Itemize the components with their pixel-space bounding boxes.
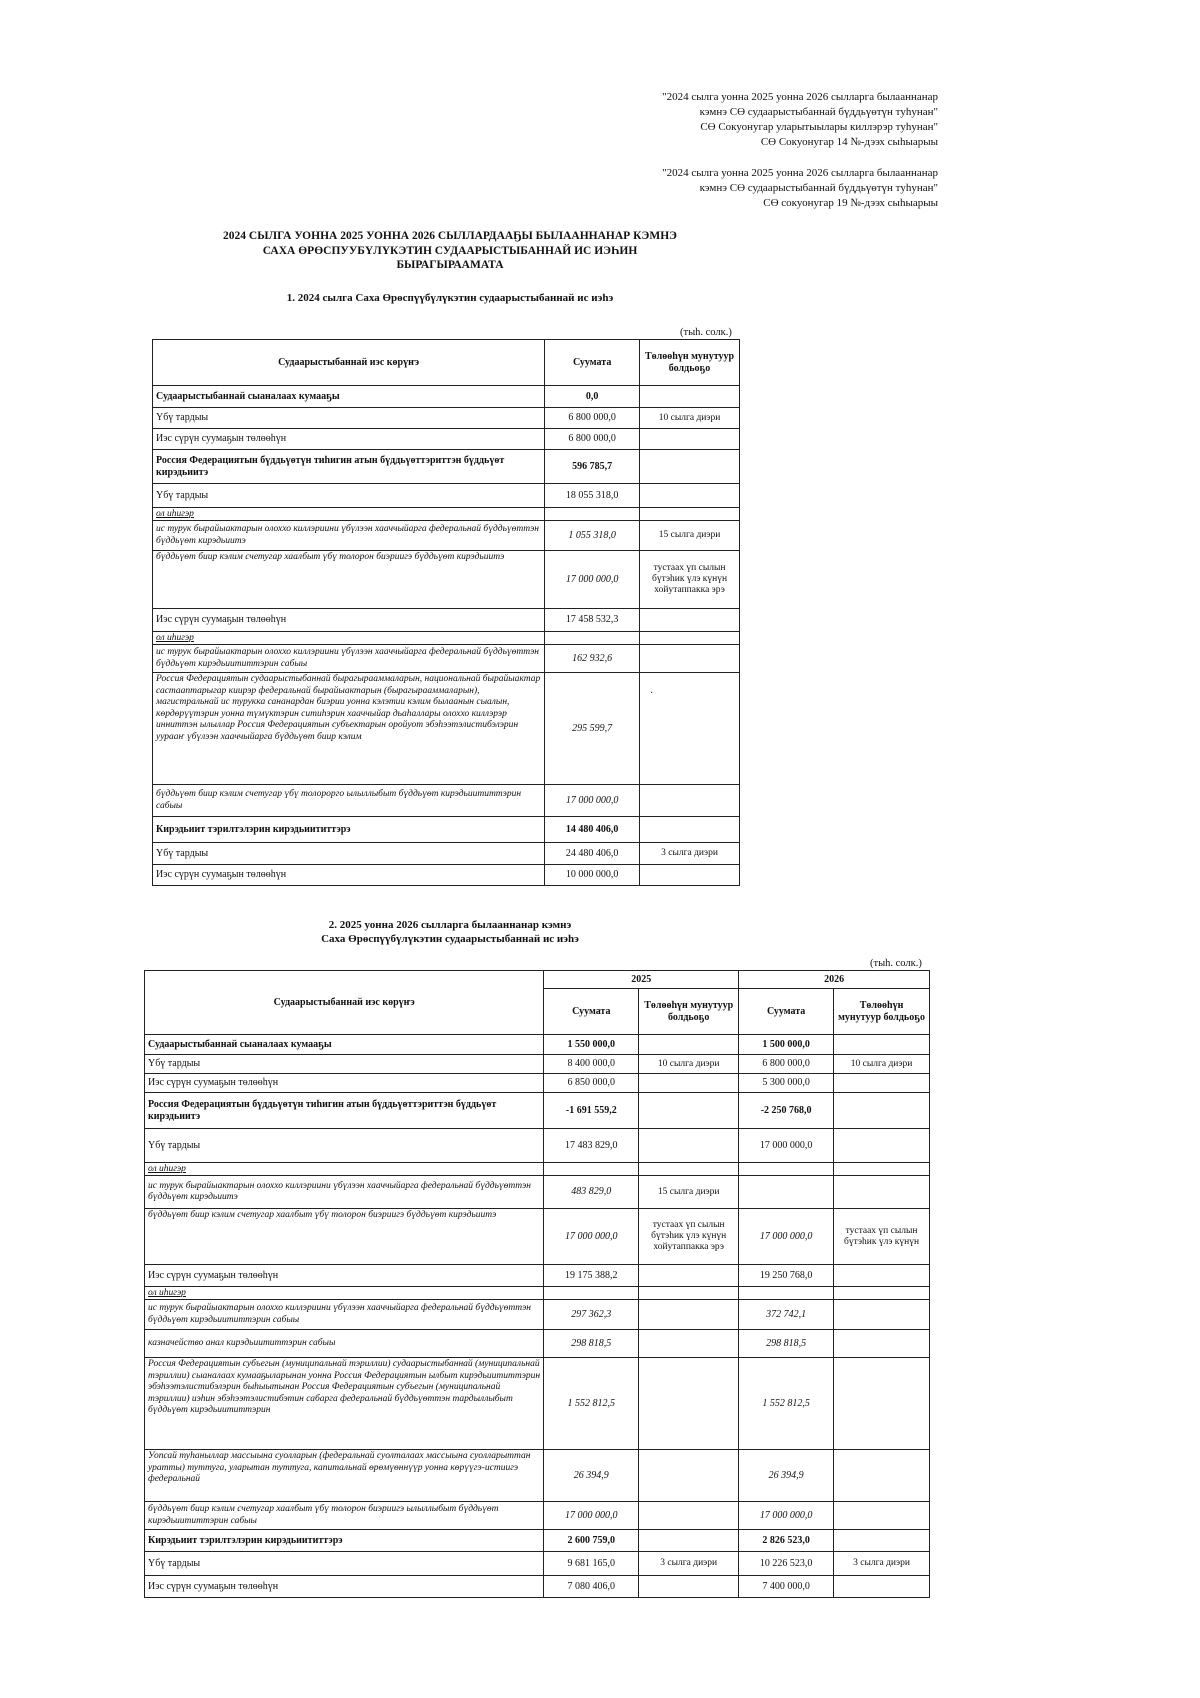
- row-term-2026: [834, 1074, 930, 1093]
- row-term-2025: [639, 1074, 739, 1093]
- legal-header-block-2: [662, 166, 938, 211]
- table-row: [145, 1035, 930, 1055]
- row-amount: 24 480 406,0: [545, 843, 640, 865]
- row-amount-2026: 26 394,9: [739, 1450, 834, 1502]
- row-amount-2026: 17 000 000,0: [739, 1129, 834, 1163]
- row-label: Кирэдьиит тэрилтэлэрин кирэдьиититтэрэ: [153, 817, 545, 843]
- row-term: [640, 817, 740, 843]
- row-label: ис турук бырайыактарын олоххо киллэриини үбүлээн хааччыйарга федеральнай бүддьүөттэн бүддьүөт кирэдьиитэ: [153, 521, 545, 551]
- table-row: [153, 408, 740, 429]
- row-term-2025: 3 сылга диэри: [639, 1552, 739, 1576]
- row-amount: 596 785,7: [545, 450, 640, 484]
- table-row: [153, 609, 740, 632]
- table-row: [153, 817, 740, 843]
- row-amount-2025: 17 000 000,0: [544, 1209, 639, 1265]
- row-term-2026: [834, 1358, 930, 1450]
- row-amount: 10 000 000,0: [545, 865, 640, 886]
- row-amount: 18 055 318,0: [545, 484, 640, 508]
- section-2-unit: (тыһ. солк.): [870, 958, 922, 969]
- row-label: бүддьүөт биир кэлим счетугар хаалбыт үбү толорон биэриигэ бүддьүөт кирэдьиитэ: [145, 1209, 544, 1265]
- row-label: Үбү тардыы: [153, 843, 545, 865]
- row-amount-2026: [739, 1287, 834, 1300]
- row-label: ис турук бырайыактарын олоххо киллэриини үбүлээн хааччыйарга федеральнай бүддьүөттэн бүддьүөт кирэдьиититтэрин сабыы: [145, 1300, 544, 1330]
- document-title: [150, 229, 750, 273]
- table-row: [145, 1358, 930, 1450]
- table-row: [145, 1265, 930, 1287]
- table-row: [153, 508, 740, 521]
- row-term-2025: [639, 1358, 739, 1450]
- title-line: БЫРАГЫРААМАТА: [396, 259, 504, 271]
- row-amount-2025: 7 080 406,0: [544, 1576, 639, 1598]
- table-row: [153, 521, 740, 551]
- column-header-amount: Суумата: [544, 989, 639, 1035]
- row-label: Үбү тардыы: [153, 408, 545, 429]
- row-label: Үбү тардыы: [153, 484, 545, 508]
- row-term-2026: [834, 1576, 930, 1598]
- table-row: [153, 484, 740, 508]
- row-term: [640, 386, 740, 408]
- row-label: Иэс сүрүн суумаҕын төлөөһүн: [145, 1074, 544, 1093]
- table-row: [145, 1055, 930, 1074]
- row-term-2026: [834, 1265, 930, 1287]
- table-row: [153, 843, 740, 865]
- row-term-2025: [639, 1300, 739, 1330]
- row-amount-2025: 17 483 829,0: [544, 1129, 639, 1163]
- table-row: [153, 645, 740, 673]
- column-header-term: Төлөөһүн мунутуур болдьоҕо: [639, 989, 739, 1035]
- row-term-2026: [834, 1163, 930, 1176]
- row-amount-2026: 6 800 000,0: [739, 1055, 834, 1074]
- header-line: кэмнэ СӨ судаарыстыбаннай бүддьүөтүн туһунан": [699, 182, 938, 194]
- row-amount-2026: 17 000 000,0: [739, 1502, 834, 1530]
- table-row: [145, 1552, 930, 1576]
- row-amount: 17 458 532,3: [545, 609, 640, 632]
- row-term-2025: [639, 1265, 739, 1287]
- row-label: Судаарыстыбаннай сыаналаах кумааҕы: [145, 1035, 544, 1055]
- row-amount-2026: 10 226 523,0: [739, 1552, 834, 1576]
- header-line: СӨ Сокуонугар уларытыылары киллэрэр туһунан": [700, 121, 938, 133]
- column-header-term: Төлөөһүн мунутуур болдьоҕо: [834, 989, 930, 1035]
- row-term: 15 сылга диэри: [640, 521, 740, 551]
- row-amount: [545, 508, 640, 521]
- legal-header-block-1: [662, 90, 938, 150]
- table-row: [153, 785, 740, 817]
- row-label: бүддьүөт биир кэлим счетугар хаалбыт үбү толорон биэриигэ ылыллыбыт бүддьүөт кирэдьиититтэрин сабыы: [145, 1502, 544, 1530]
- row-amount-2025: 8 400 000,0: [544, 1055, 639, 1074]
- table-row: [145, 1502, 930, 1530]
- row-amount-2025: 2 600 759,0: [544, 1530, 639, 1552]
- row-term: тустаах үп сылын бүтэһик үлэ күнүн хойутаппакка эрэ: [640, 551, 740, 609]
- row-term: 3 сылга диэри: [640, 843, 740, 865]
- row-amount-2025: 19 175 388,2: [544, 1265, 639, 1287]
- row-label: Иэс сүрүн суумаҕын төлөөһүн: [153, 429, 545, 450]
- row-amount: [545, 632, 640, 645]
- row-label: казначейство анал кирэдьиититтэрин сабыы: [145, 1330, 544, 1358]
- row-amount-2025: 297 362,3: [544, 1300, 639, 1330]
- row-amount-2026: 17 000 000,0: [739, 1209, 834, 1265]
- table-row: [145, 1093, 930, 1129]
- row-label: ис турук бырайыактарын олоххо киллэриини үбүлээн хааччыйарга федеральнай бүддьүөттэн бүддьүөт кирэдьиитэ: [145, 1176, 544, 1209]
- debt-table-2024: [152, 339, 740, 886]
- row-term: [640, 865, 740, 886]
- row-amount-2026: 19 250 768,0: [739, 1265, 834, 1287]
- row-label: ис турук бырайыактарын олоххо киллэриини үбүлээн хааччыйарга федеральнай бүддьүөттэн бүддьүөт кирэдьиититтэрин сабыы: [153, 645, 545, 673]
- table-row: [145, 1330, 930, 1358]
- column-header-debt-type: Судаарыстыбаннай иэс көрүҥэ: [145, 971, 544, 1035]
- table-row: [145, 1176, 930, 1209]
- table-row: [153, 673, 740, 785]
- row-label: ол иһигэр: [153, 508, 545, 521]
- table-row: [145, 1074, 930, 1093]
- row-amount: 162 932,6: [545, 645, 640, 673]
- row-amount: 0,0: [545, 386, 640, 408]
- header-line: СӨ Сокуонугар 14 №-дээх сыһыарыы: [760, 136, 938, 148]
- row-term-2025: 15 сылга диэри: [639, 1176, 739, 1209]
- row-amount-2026: 1 500 000,0: [739, 1035, 834, 1055]
- title-line: САХА ӨРӨСПУУБҮЛҮКЭТИН СУДААРЫСТЫБАННАЙ ИС ИЭҺИН: [262, 244, 638, 257]
- row-term-2025: [639, 1093, 739, 1129]
- table-row: [145, 1300, 930, 1330]
- section-2-title-line: Саха Өрөспүүбүлүкэтин судаарыстыбаннай ис иэһэ: [321, 933, 579, 945]
- row-amount-2025: 17 000 000,0: [544, 1502, 639, 1530]
- row-label: Россия Федерациятын субъегын (муниципальнай тэриллии) судаарыстыбаннай (муниципальнай тэриллии) сыаналаах кумааҕыларынан уонна Россия Федерациятын ылбыт кирэдьиититтэрин эбэһээтэлистибэлэрин быһыытынан Россия Федерациятын субъегын (муниципальнай тэриллии) иэһин эбэһээтэлистибэтин сабарга федеральнай бүддьүөттэн тардыллыбыт бүддьүөт кирэдьиититтэрин: [145, 1358, 544, 1450]
- row-amount-2025: [544, 1163, 639, 1176]
- row-label: Иэс сүрүн суумаҕын төлөөһүн: [145, 1265, 544, 1287]
- row-amount-2025: 483 829,0: [544, 1176, 639, 1209]
- row-term-2026: [834, 1450, 930, 1502]
- row-amount-2025: 1 550 000,0: [544, 1035, 639, 1055]
- row-amount-2026: [739, 1176, 834, 1209]
- header-line: СӨ сокуонугар 19 №-дээх сыһыарыы: [763, 197, 938, 209]
- row-label: ол иһигэр: [145, 1287, 544, 1300]
- row-amount-2026: 7 400 000,0: [739, 1576, 834, 1598]
- row-term-2026: [834, 1035, 930, 1055]
- table-row: [153, 386, 740, 408]
- column-header-year-2025: 2025: [544, 971, 739, 989]
- row-amount: 17 000 000,0: [545, 551, 640, 609]
- row-amount-2026: 372 742,1: [739, 1300, 834, 1330]
- row-term: [640, 785, 740, 817]
- section-1-title: 1. 2024 сылга Саха Өрөспүүбүлүкэтин судаарыстыбаннай ис иэһэ: [286, 292, 614, 304]
- row-term-2026: [834, 1176, 930, 1209]
- row-label: ол иһигэр: [145, 1163, 544, 1176]
- row-term-2026: 10 сылга диэри: [834, 1055, 930, 1074]
- row-label: Иэс сүрүн суумаҕын төлөөһүн: [145, 1576, 544, 1598]
- row-label: Россия Федерациятын бүддьүөтүн тиһигин атын бүддьүөттэриттэн бүддьүөт кирэдьиитэ: [145, 1093, 544, 1129]
- header-line: "2024 сылга уонна 2025 уонна 2026 сылларга былааннанар: [662, 167, 938, 179]
- row-term-2025: [639, 1330, 739, 1358]
- row-term-2026: [834, 1129, 930, 1163]
- row-term-2026: [834, 1330, 930, 1358]
- table-row: [153, 551, 740, 609]
- row-amount-2025: 9 681 165,0: [544, 1552, 639, 1576]
- row-term-2025: 10 сылга диэри: [639, 1055, 739, 1074]
- column-header-amount: Суумата: [545, 340, 640, 386]
- row-label: Үбү тардыы: [145, 1552, 544, 1576]
- row-amount-2025: 1 552 812,5: [544, 1358, 639, 1450]
- row-term: [640, 645, 740, 673]
- section-2-title-line: 2. 2025 уонна 2026 сылларга былааннанар кэмнэ: [328, 919, 572, 931]
- row-label: бүддьүөт биир кэлим счетугар үбү толорорго ылыллыбыт бүддьүөт кирэдьиититтэрин сабыы: [153, 785, 545, 817]
- row-label: ол иһигэр: [153, 632, 545, 645]
- debt-table-2025-2026: [144, 970, 930, 1598]
- row-term-2026: тустаах үп сылын бүтэһик үлэ күнүн: [834, 1209, 930, 1265]
- row-term-2026: 3 сылга диэри: [834, 1552, 930, 1576]
- table-row: [153, 450, 740, 484]
- row-amount-2025: 6 850 000,0: [544, 1074, 639, 1093]
- row-term-2026: [834, 1530, 930, 1552]
- row-term-2026: [834, 1502, 930, 1530]
- row-amount: 14 480 406,0: [545, 817, 640, 843]
- row-label: Үбү тардыы: [145, 1129, 544, 1163]
- row-term-2025: тустаах үп сылын бүтэһик үлэ күнүн хойутаппакка эрэ: [639, 1209, 739, 1265]
- row-term: [640, 429, 740, 450]
- row-term-2025: [639, 1450, 739, 1502]
- row-term: [640, 632, 740, 645]
- row-label: Иэс сүрүн суумаҕын төлөөһүн: [153, 865, 545, 886]
- table-row: [145, 1163, 930, 1176]
- column-header-amount: Суумата: [739, 989, 834, 1035]
- table-row: [145, 1209, 930, 1265]
- row-amount-2025: [544, 1287, 639, 1300]
- row-term-2025: [639, 1530, 739, 1552]
- row-term: [640, 508, 740, 521]
- row-term-2025: [639, 1502, 739, 1530]
- table-row: [153, 865, 740, 886]
- row-term: [640, 450, 740, 484]
- table-row: [153, 429, 740, 450]
- table-row: [145, 1129, 930, 1163]
- row-amount: 6 800 000,0: [545, 429, 640, 450]
- header-line: кэмнэ СӨ судаарыстыбаннай бүддьүөтүн туһунан": [699, 106, 938, 118]
- row-label: бүддьүөт биир кэлим счетугар хаалбыт үбү толорон биэриигэ бүддьүөт кирэдьиитэ: [153, 551, 545, 609]
- row-label: Уопсай туһаныллар массыына суолларын (федеральнай суолталаах массыына суолларыттан уратты) туттуга, уларытан туттуга, капитальнай өрөмүөннүүр уонна көрүүгэ-истиигэ федеральнай: [145, 1450, 544, 1502]
- table-row: [145, 1530, 930, 1552]
- header-line: "2024 сылга уонна 2025 уонна 2026 сылларга былааннанар: [662, 91, 938, 103]
- row-term: 10 сылга диэри: [640, 408, 740, 429]
- table-row: [153, 632, 740, 645]
- row-label: Судаарыстыбаннай сыаналаах кумааҕы: [153, 386, 545, 408]
- row-term: [640, 484, 740, 508]
- row-amount-2026: 298 818,5: [739, 1330, 834, 1358]
- row-amount-2026: 1 552 812,5: [739, 1358, 834, 1450]
- row-label: Үбү тардыы: [145, 1055, 544, 1074]
- row-term-2025: [639, 1129, 739, 1163]
- row-term-2026: [834, 1300, 930, 1330]
- column-header-year-2026: 2026: [739, 971, 930, 989]
- section-2-title: [150, 918, 750, 946]
- row-amount-2026: [739, 1163, 834, 1176]
- table-row: [145, 1450, 930, 1502]
- row-amount: 1 055 318,0: [545, 521, 640, 551]
- table-row: [145, 1287, 930, 1300]
- row-term-2025: [639, 1163, 739, 1176]
- row-term: [640, 609, 740, 632]
- row-amount-2026: 5 300 000,0: [739, 1074, 834, 1093]
- section-1-unit: (тыһ. солк.): [680, 327, 732, 338]
- row-amount-2025: 26 394,9: [544, 1450, 639, 1502]
- row-amount: 17 000 000,0: [545, 785, 640, 817]
- row-amount: 295 599,7: [545, 673, 640, 785]
- row-amount-2026: 2 826 523,0: [739, 1530, 834, 1552]
- row-amount: 6 800 000,0: [545, 408, 640, 429]
- row-amount-2026: -2 250 768,0: [739, 1093, 834, 1129]
- row-term: [640, 673, 740, 785]
- row-amount-2025: 298 818,5: [544, 1330, 639, 1358]
- row-term-2025: [639, 1576, 739, 1598]
- row-amount-2025: -1 691 559,2: [544, 1093, 639, 1129]
- row-label: Кирэдьиит тэрилтэлэрин кирэдьиититтэрэ: [145, 1530, 544, 1552]
- row-term-2026: [834, 1093, 930, 1129]
- title-line: 2024 СЫЛГА УОННА 2025 УОННА 2026 СЫЛЛАРДААҔЫ БЫЛААННАНАР КЭМНЭ: [223, 230, 677, 242]
- row-label: Иэс сүрүн суумаҕын төлөөһүн: [153, 609, 545, 632]
- row-label: Россия Федерациятын судаарыстыбаннай бырагырааммаларын, национальнай бырайыактар састааптарыгар киирэр федеральнай бырайыактарын (бырагырааммаларын), магистральнай ис турукка сананардан биэрии уонна кэлэтии кэлим былаанын сыалын, көрдөрүүтэрин уонна түмүктэрин ситиһэрин хааччыйар дьаһаллары олоххо киллэрэр инниттэн ылыллар Россия Федерациятын субъектарын оройуот эбэһээтэлистибэлэрин уурааҥ үбүлээн хааччыйарга бүддьүөт биир кэлим: [153, 673, 545, 785]
- row-term-2025: [639, 1287, 739, 1300]
- stray-mark: ·: [650, 688, 654, 699]
- row-label: Россия Федерациятын бүддьүөтүн тиһигин атын бүддьүөттэриттэн бүддьүөт кирэдьиитэ: [153, 450, 545, 484]
- row-term-2025: [639, 1035, 739, 1055]
- column-header-debt-type: Судаарыстыбаннай иэс көрүҥэ: [153, 340, 545, 386]
- column-header-term: Төлөөһүн мунутуур болдьоҕо: [640, 340, 740, 386]
- table-row: [145, 1576, 930, 1598]
- row-term-2026: [834, 1287, 930, 1300]
